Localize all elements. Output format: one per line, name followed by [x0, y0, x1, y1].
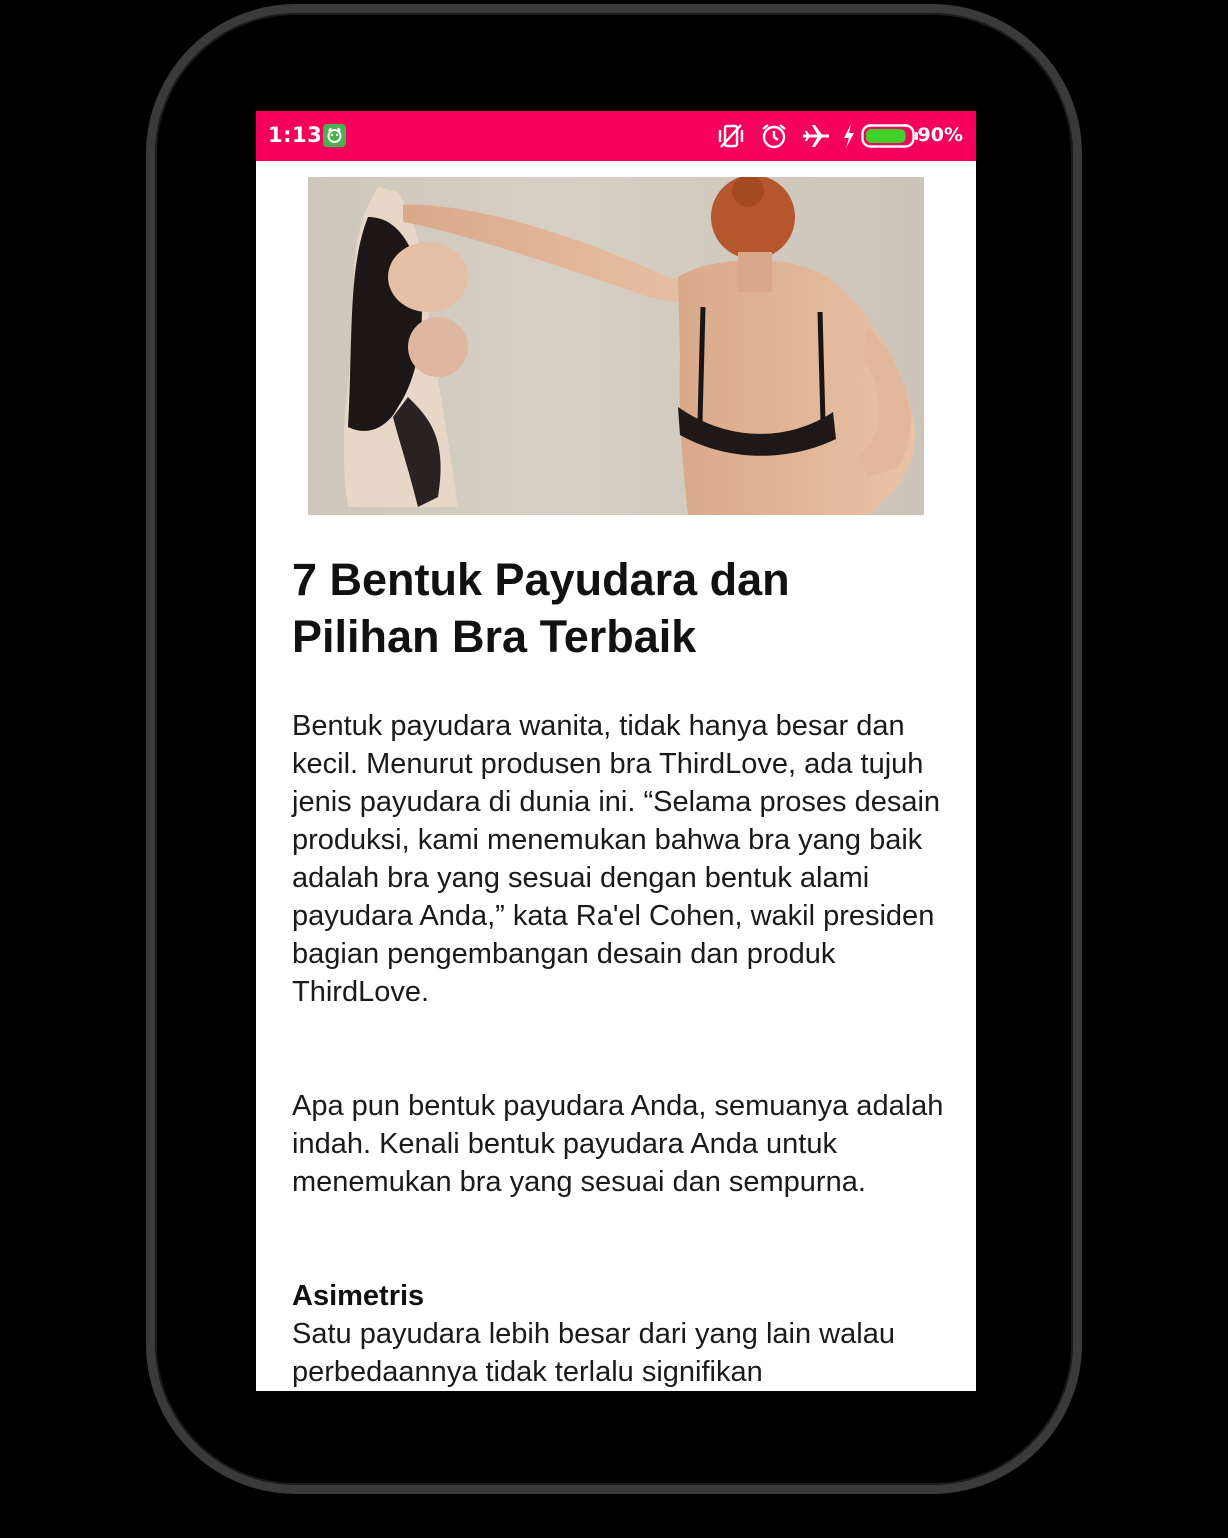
- battery-percent: 90%: [917, 124, 963, 146]
- section-heading: Asimetris: [292, 1280, 425, 1312]
- app-screen: [256, 111, 976, 1391]
- article-paragraph-1: Bentuk payudara wanita, tidak hanya besar dan kecil. Menurut produsen bra ThirdLove, ada tujuh jenis payudara di dunia ini. “Selama proses desain produksi, kami menemukan bahwa bra yang baik adalah bra yang sesuai dengan bentuk alami payudara Anda,” kata Ra'el Cohen, wakil presiden bagian pengembangan desain dan produk ThirdLove.: [292, 710, 941, 1008]
- app-notification-icon: [323, 124, 346, 147]
- status-bar: [256, 111, 976, 161]
- article-paragraph-2: Apa pun bentuk payudara Anda, semuanya adalah indah. Kenali bentuk payudara Anda untuk menemukan bra yang sesuai dan sempurna.: [292, 1090, 944, 1198]
- charging-bolt-icon: [841, 122, 857, 154]
- status-time: 1:13: [268, 123, 323, 147]
- article-title: 7 Bentuk Payudara dan Pilihan Bra Terbaik: [292, 554, 790, 662]
- airplane-mode-icon: [801, 122, 831, 154]
- battery-icon: [861, 124, 919, 152]
- section-text: Satu payudara lebih besar dari yang lain walau perbedaannya tidak terlalu signifikan: [292, 1318, 895, 1388]
- vibrate-off-icon: [716, 122, 746, 154]
- alarm-icon: [760, 122, 788, 154]
- article-hero-image: [308, 177, 924, 515]
